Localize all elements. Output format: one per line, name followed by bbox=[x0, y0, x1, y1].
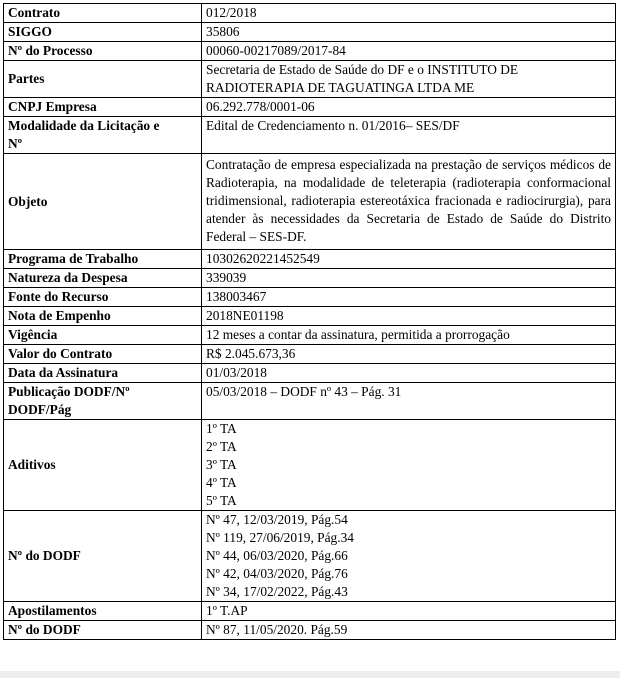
table-row bbox=[4, 4, 616, 23]
dodf-item: Nº 44, 06/03/2020, Pág.66 bbox=[206, 548, 348, 563]
row-label-dodf-aditivos: Nº do DODF bbox=[4, 511, 202, 602]
row-value-cnpj: 06.292.778/0001-06 bbox=[202, 98, 616, 117]
dodf-item: Nº 47, 12/03/2019, Pág.54 bbox=[206, 512, 348, 527]
dodf-item: Nº 119, 27/06/2019, Pág.34 bbox=[206, 530, 354, 545]
row-label-vigencia: Vigência bbox=[4, 326, 202, 345]
table-row bbox=[4, 250, 616, 269]
row-value-contrato: 012/2018 bbox=[202, 4, 616, 23]
table-row bbox=[4, 61, 616, 98]
row-label-natureza: Natureza da Despesa bbox=[4, 269, 202, 288]
row-value-dodf-apostilamento: Nº 87, 11/05/2020. Pág.59 bbox=[202, 621, 616, 640]
table-row bbox=[4, 98, 616, 117]
table-row bbox=[4, 42, 616, 61]
row-label-apostilamentos: Apostilamentos bbox=[4, 602, 202, 621]
row-value-modalidade: Edital de Credenciamento n. 01/2016– SES/DF bbox=[202, 117, 616, 154]
table-row bbox=[4, 23, 616, 42]
row-label-valor: Valor do Contrato bbox=[4, 345, 202, 364]
row-value-objeto: Contratação de empresa especializada na prestação de serviços médicos de Radioterapia, na modalidade de teleterapia (radioterapia conformacional tridimensional, radioterapia estereotáxica fracionada e radiocirurgia), para atender às necessidades da Secretaria de Estado de Saúde do Distrito Federal – SES-DF. bbox=[202, 154, 616, 250]
table-row bbox=[4, 345, 616, 364]
modalidade-label-line-1: Modalidade da Licitação e bbox=[8, 118, 160, 133]
row-label-cnpj: CNPJ Empresa bbox=[4, 98, 202, 117]
aditivo-item: 1º TA bbox=[206, 421, 237, 436]
page-bottom-edge bbox=[0, 671, 620, 678]
row-value-fonte: 138003467 bbox=[202, 288, 616, 307]
row-value-empenho: 2018NE01198 bbox=[202, 307, 616, 326]
row-label-partes: Partes bbox=[4, 61, 202, 98]
modalidade-label-line-2: Nº bbox=[8, 136, 23, 151]
row-label-publicacao bbox=[4, 383, 202, 420]
table-row bbox=[4, 621, 616, 640]
row-value-processo: 00060-00217089/2017-84 bbox=[202, 42, 616, 61]
table-row bbox=[4, 307, 616, 326]
table-row bbox=[4, 364, 616, 383]
row-value-siggo: 35806 bbox=[202, 23, 616, 42]
row-value-programa: 10302620221452549 bbox=[202, 250, 616, 269]
row-label-fonte: Fonte do Recurso bbox=[4, 288, 202, 307]
row-label-siggo: SIGGO bbox=[4, 23, 202, 42]
row-value-aditivos bbox=[202, 420, 616, 511]
row-label-programa: Programa de Trabalho bbox=[4, 250, 202, 269]
table-row bbox=[4, 602, 616, 621]
row-value-dodf-aditivos bbox=[202, 511, 616, 602]
row-value-apostilamentos: 1º T.AP bbox=[202, 602, 616, 621]
partes-line-1: Secretaria de Estado de Saúde do DF e o INSTITUTO DE bbox=[206, 62, 519, 77]
aditivo-item: 2º TA bbox=[206, 439, 237, 454]
row-label-objeto: Objeto bbox=[4, 154, 202, 250]
row-label-empenho: Nota de Empenho bbox=[4, 307, 202, 326]
table-row bbox=[4, 117, 616, 154]
table-row bbox=[4, 288, 616, 307]
table-row bbox=[4, 383, 616, 420]
row-value-vigencia: 12 meses a contar da assinatura, permitida a prorrogação bbox=[202, 326, 616, 345]
row-value-publicacao: 05/03/2018 – DODF nº 43 – Pág. 31 bbox=[202, 383, 616, 420]
dodf-item: Nº 42, 04/03/2020, Pág.76 bbox=[206, 566, 348, 581]
table-row bbox=[4, 326, 616, 345]
row-label-dodf-apostilamento: Nº do DODF bbox=[4, 621, 202, 640]
row-value-assinatura: 01/03/2018 bbox=[202, 364, 616, 383]
publicacao-label-line-1: Publicação DODF/Nº bbox=[8, 384, 130, 399]
row-value-natureza: 339039 bbox=[202, 269, 616, 288]
row-label-aditivos: Aditivos bbox=[4, 420, 202, 511]
table-row bbox=[4, 154, 616, 250]
aditivo-item: 5º TA bbox=[206, 493, 237, 508]
table-row bbox=[4, 420, 616, 511]
aditivo-item: 3º TA bbox=[206, 457, 237, 472]
row-label-processo: Nº do Processo bbox=[4, 42, 202, 61]
table-row bbox=[4, 511, 616, 602]
row-label-modalidade bbox=[4, 117, 202, 154]
publicacao-label-line-2: DODF/Pág bbox=[8, 402, 72, 417]
row-label-contrato: Contrato bbox=[4, 4, 202, 23]
partes-line-2: RADIOTERAPIA DE TAGUATINGA LTDA ME bbox=[206, 80, 475, 95]
aditivo-item: 4º TA bbox=[206, 475, 237, 490]
contract-summary-table bbox=[3, 3, 616, 640]
row-value-partes bbox=[202, 61, 616, 98]
table-row bbox=[4, 269, 616, 288]
dodf-item: Nº 34, 17/02/2022, Pág.43 bbox=[206, 584, 348, 599]
row-label-assinatura: Data da Assinatura bbox=[4, 364, 202, 383]
row-value-valor: R$ 2.045.673,36 bbox=[202, 345, 616, 364]
